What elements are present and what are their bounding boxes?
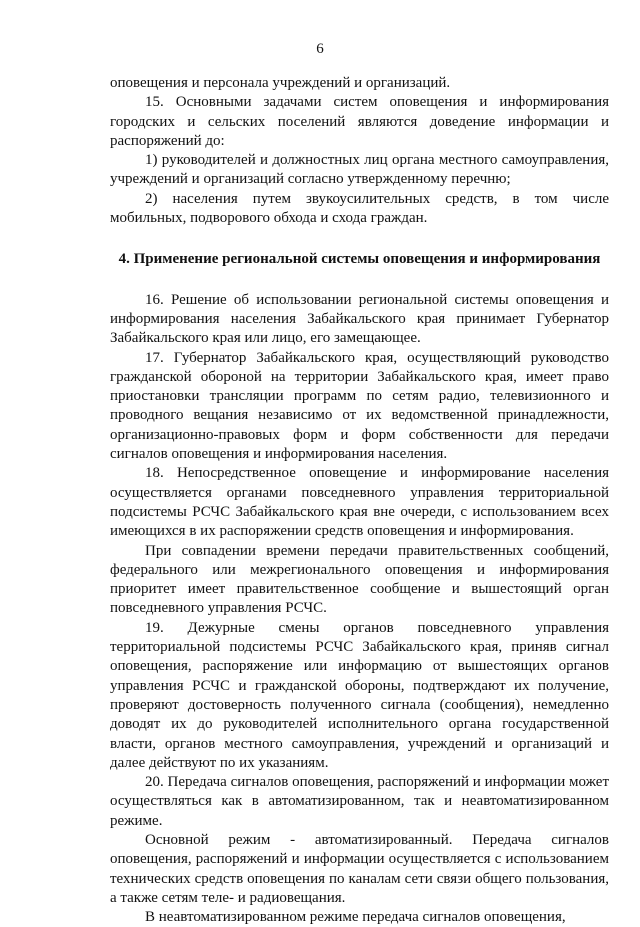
paragraph-manual-mode: В неавтоматизированном режиме передача сигналов оповещения,	[145, 909, 566, 926]
paragraph-19: 19. Дежурные смены органов повседневного управления территориальной подсистемы РСЧС Забайкальского края, приняв сигнал оповещения, распоряжение или информацию от вышестоящих органов управления РСЧС и гражданской обороны, подтверждают их получение, проверяют достоверность полученного сигнала (сообщения), немедленно доводят их до руководителей исполнительного органа государственной власти, органов местного самоуправления, учреждений и организаций и далее действуют по их указаниям.	[110, 619, 609, 771]
paragraph-20: 20. Передача сигналов оповещения, распоряжений и информации может осуществляться как в автоматизированном, так и неавтоматизированном режиме.	[110, 774, 610, 829]
page-number: 6	[316, 41, 324, 57]
paragraph-continuation: оповещения и персонала учреждений и организаций.	[110, 75, 451, 91]
document-body	[110, 74, 609, 927]
list-item-2: 2) населения путем звукоусилительных средств, в том числе мобильных, подворового обхода и схода граждан.	[110, 190, 609, 227]
list-item-1: 1) руководителей и должностных лиц органа местного самоуправления, учреждений и организаций согласно утвержденному перечню;	[110, 152, 609, 188]
paragraph-18: 18. Непосредственное оповещение и информирование населения осуществляется органами повседневного управления территориальной подсистемы РСЧС Забайкальского края вне очереди, с использованием всех имеющихся в их распоряжении средств оповещения и информирования.	[110, 465, 609, 540]
section-heading: 4. Применение региональной системы оповещения и информирования	[118, 251, 601, 268]
paragraph-priority: При совпадении времени передачи правительственных сообщений, федерального или межрегионального оповещения и информирования приоритет имеет правительственное сообщение и вышестоящий орган повседневного управления РСЧС.	[110, 542, 609, 617]
paragraph-16: 16. Решение об использовании региональной системы оповещения и информирования населения Забайкальского края принимает Губернатор Забайкальского края или лицо, его замещающее.	[110, 291, 609, 347]
paragraph-15: 15. Основными задачами систем оповещения и информирования городских и сельских поселений являются доведение информации и распоряжений до:	[110, 94, 609, 149]
paragraph-main-mode: Основной режим - автоматизированный. Передача сигналов оповещения, распоряжений и информации осуществляется с использованием технических средств оповещения по каналам сети связи общего пользования, а также сетям теле- и радиовещания.	[110, 831, 609, 906]
paragraph-17: 17. Губернатор Забайкальского края, осуществляющий руководство гражданской обороной на территории Забайкальского края, имеет право приостановки трансляции программ по сетям радио, телевизионного и проводного вещания независимо от их ведомственной принадлежности, организационно-правовых форм и форм собственности для передачи сигналов оповещения и информирования населения.	[110, 349, 609, 463]
